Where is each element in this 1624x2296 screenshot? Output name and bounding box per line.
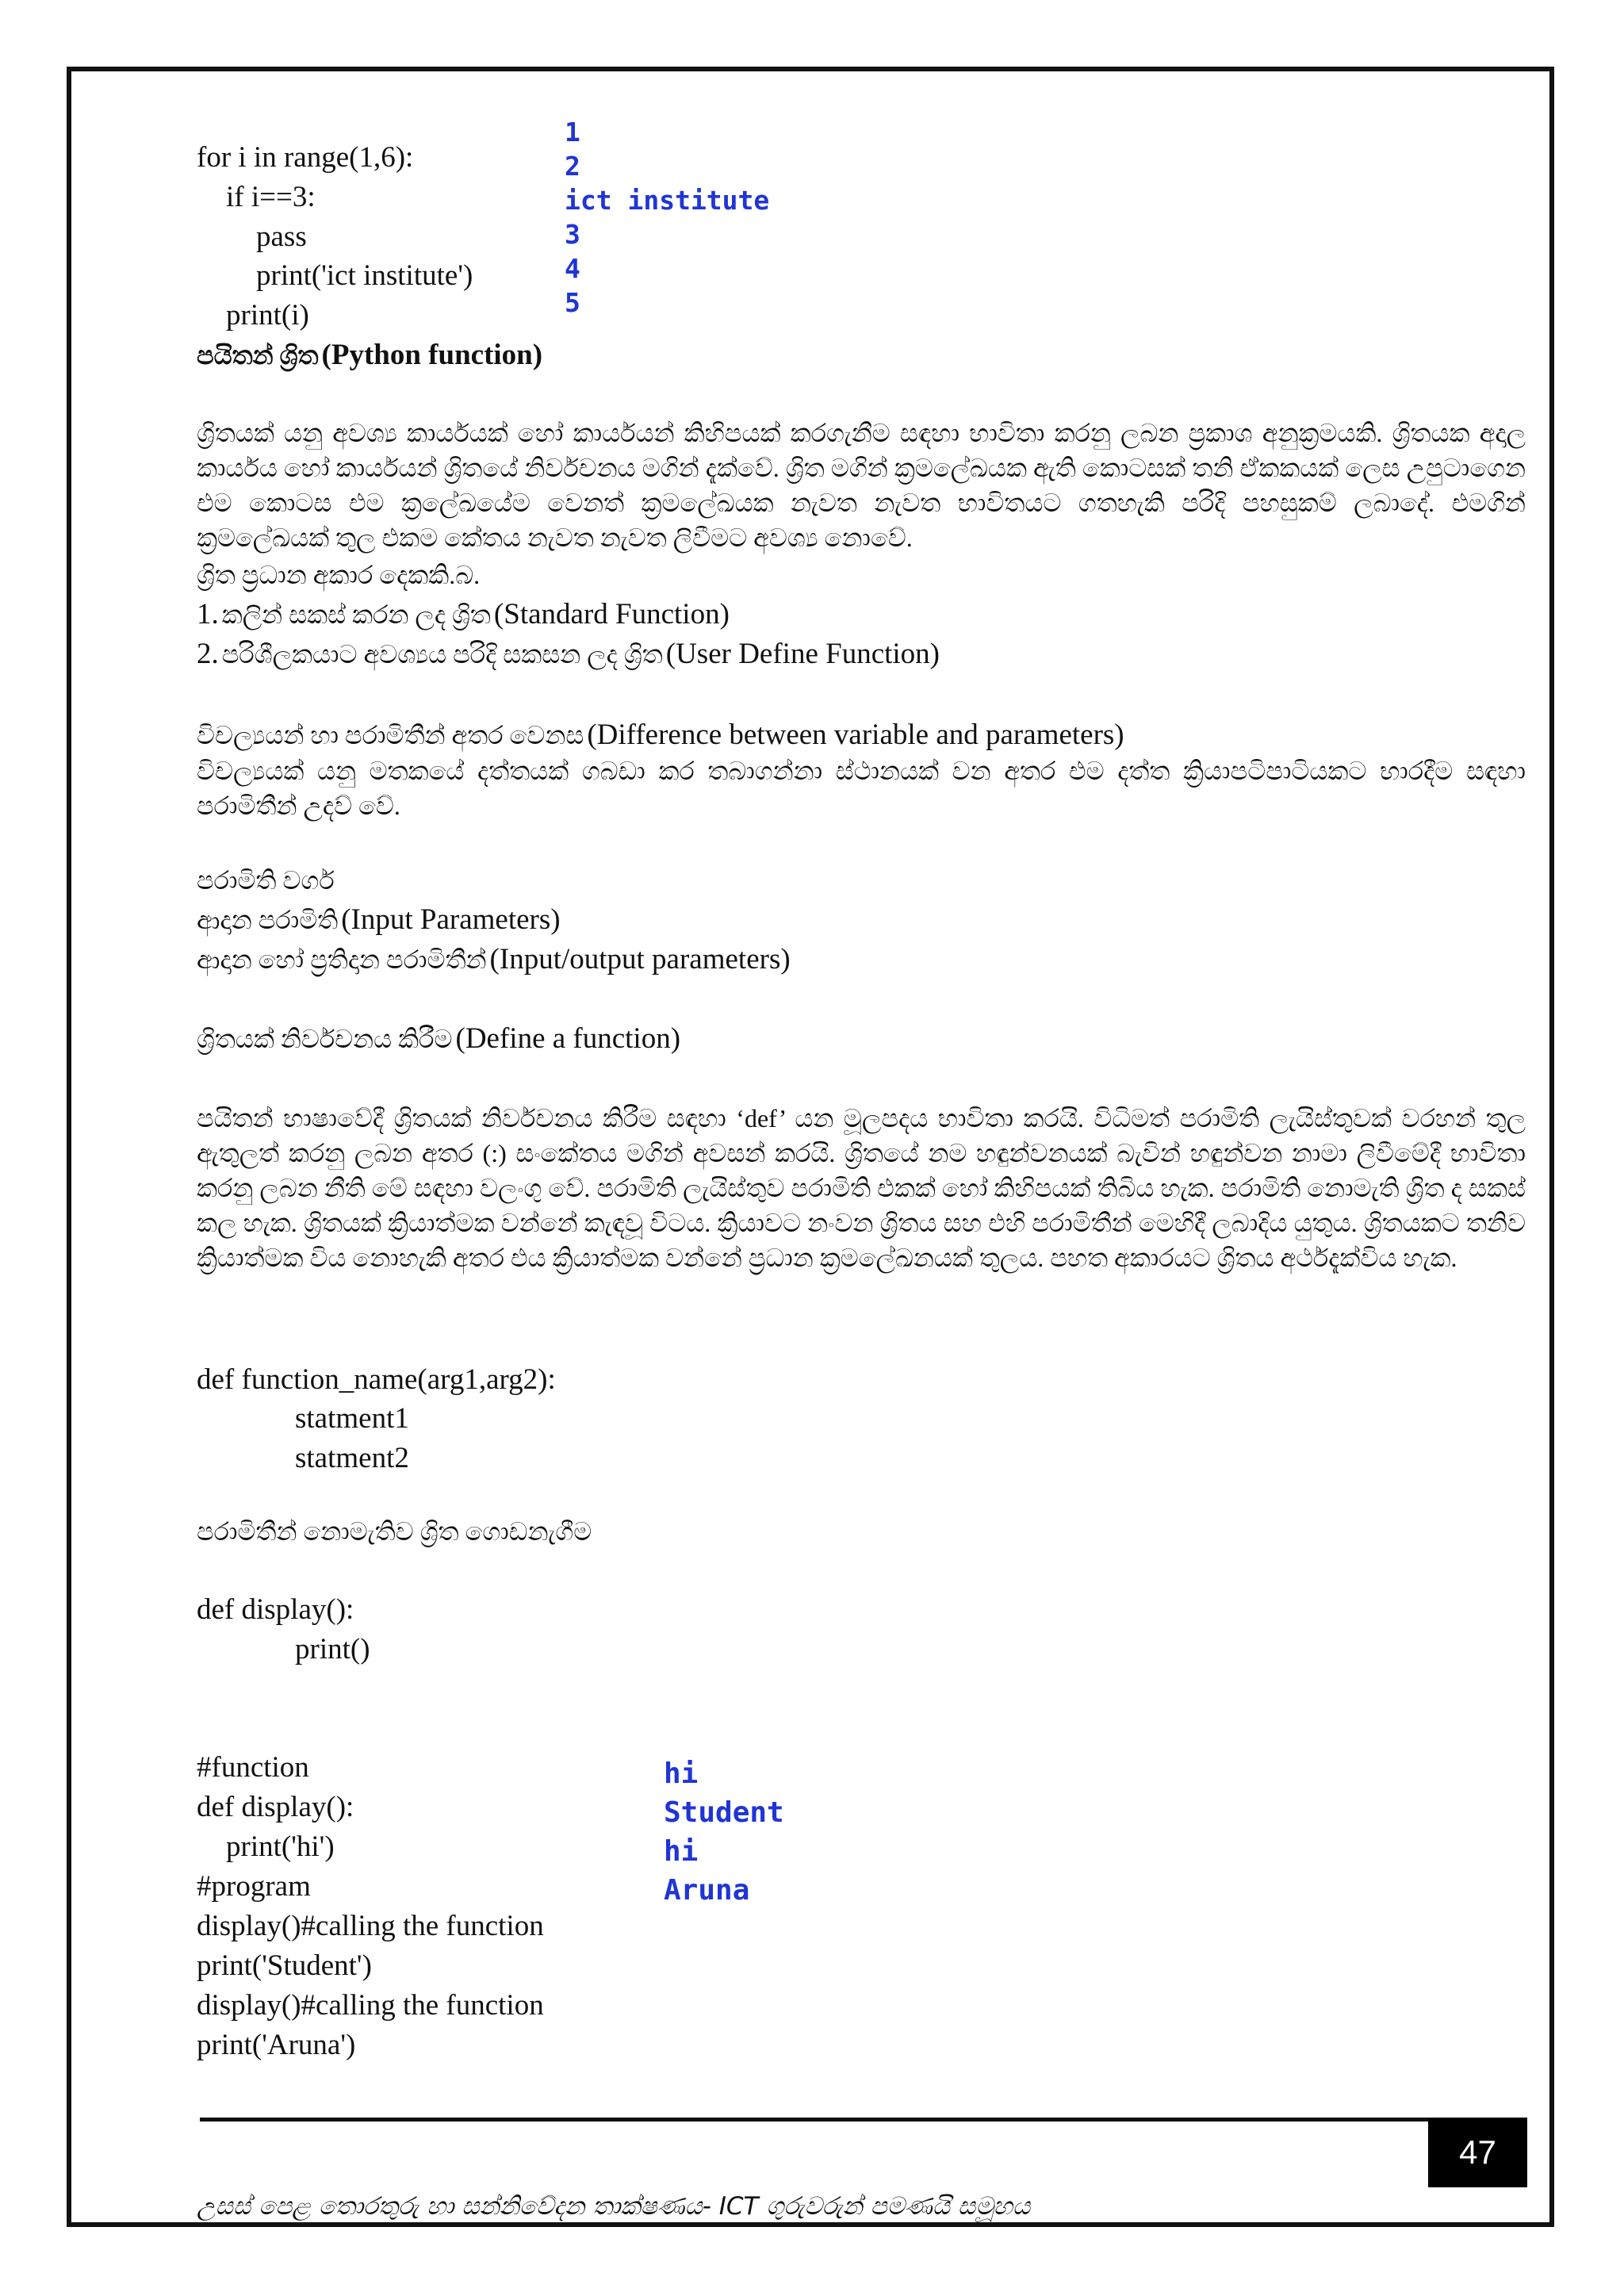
section-heading-difference: විචල්‍යයන් හා පරාමිතීන් අතර වෙනස (Difference between variable and parameters) [197, 719, 1124, 751]
code-line: print('Aruna') [197, 2029, 356, 2061]
section-heading-define: ශ්‍රිතයක් නිර්වචනය කිරීම (Define a function) [197, 1022, 681, 1055]
code-line: pass [256, 220, 307, 253]
page-number: 47 [1428, 2118, 1527, 2187]
code-line: print('ict institute') [256, 259, 473, 292]
code-line: print(i) [226, 299, 309, 332]
footer-text: උසස් පෙළ තොරතුරු හා සන්නිවේදන තාක්ෂණය- ICT ගුරුවරුන් පමණයි සමූහය [197, 2192, 1031, 2221]
heading-sinhala: පයිතන් ශ්‍රිත [197, 341, 319, 370]
code-line: def display(): [197, 1791, 354, 1823]
output-line: 5 [565, 287, 580, 318]
difference-paragraph: විචල්‍යයක් යනු මතකයේ දත්තයක් ගබඩා කර තබාගන්නා ස්ථානයක් වන අතර එම දත්ත ක්‍රියාපටිපාටියකට භාරදීම සඳහා පරාමිතීන් උදව් වේ. [197, 757, 1526, 820]
code-line: statment2 [295, 1442, 409, 1474]
output-line: hi [664, 1757, 699, 1790]
output-line: Aruna [664, 1874, 750, 1907]
heading-english: (Python function) [321, 339, 543, 371]
output-line: 1 [565, 117, 580, 148]
code-line: def display(): [197, 1593, 354, 1626]
code-line: print('Student') [197, 1949, 372, 1982]
section-heading-no-param: පරාමිතීන් නොමැතිව ශ්‍රිත ගොඩනැගීම [197, 1517, 592, 1546]
output-line: hi [664, 1835, 699, 1868]
code-line: print('hi') [226, 1830, 335, 1863]
footer-rule [200, 2118, 1432, 2122]
output-line: ict institute [565, 185, 770, 216]
intro-paragraph: ශ්‍රිතයක් යනු අවශ්‍ය කාර්යයක් හෝ කාර්යයන් කිහිපයක් කරගැනීම සඳහා භාවිතා කරනු ලබන ප්‍රකාශ අනුක්‍රමයකි. ශ්‍රිතයක අදාල කාර්යය හෝ කාර්යයන් ශ්‍රිතයේ නිර්වචනය මගින් දැක්වේ. ශ්‍රිත මගින් ක්‍රමලේඛයක ඇති කොටසක් තනි ඒකකයක් ලෙස උපුටාගෙන එම කොටස එම ක්‍රලේඛයේම වෙනත් ක්‍රමලේඛයක නැවත නැවත භාවිතයට ගතහැකි පරිදි පහසුකම් ලබාදේ. එමගින් ක්‍රමලේඛයක් තුල එකම කේතය නැවත නැවත ලිවීමට අවශ්‍ය නොවේ. [197, 419, 1526, 552]
code-line: display()#calling the function [197, 1910, 544, 1942]
code-line: display()#calling the function [197, 1989, 544, 2022]
list-item: 1. කලින් සකස් කරන ලද ශ්‍රිත (Standard Function) [197, 598, 730, 631]
code-line: #program [197, 1870, 311, 1903]
code-line: if i==3: [226, 181, 316, 213]
param-types-heading: පරාමිති වර්ග [197, 866, 335, 895]
types-intro: ශ්‍රිත ප්‍රධාන අකාර දෙකකි.බ. [197, 561, 481, 589]
output-line: 3 [565, 219, 580, 250]
code-line: for i in range(1,6): [197, 141, 414, 174]
section-heading-python-function [197, 335, 542, 375]
output-line: Student [664, 1796, 784, 1829]
list-item: ආදාන පරාමිති (Input Parameters) [197, 903, 561, 936]
code-line: def function_name(arg1,arg2): [197, 1363, 556, 1396]
define-paragraph: පයිතන් භාෂාවේදී ශ්‍රිතයක් නිර්වචනය කිරීම සඳහා ‘def’ යන මූලපදය භාවිතා කරයි. විධිමත් පරාමිති ලැයිස්තුවක් වරහන් තුල ඇතුලත් කරනු ලබන අතර (:) සංකේතය මගින් අවසන් කරයි. ශ්‍රිතයේ නම හඳුන්වනයක් බැවින් හඳුන්වන නාමා ලිවීමේදී භාවිතා කරනු ලබන නීති මේ සඳහා වලංගු වේ. පරාමිති ලැයිස්තුව පරාමිති එකක් හෝ කිහිපයක් තිබිය හැක. පරාමිති නොමැති ශ්‍රිත ද සකස් කල හැක. ශ්‍රිතයක් ක්‍රියාත්මක වන්නේ කැඳවූ විටය. ක්‍රියාවට නංවන ශ්‍රිතය සහ එහි පරාමිතීන් මෙහිදී ලබාදිය යුතුය. ශ්‍රිතයකට තනිව ක්‍රියාත්මක විය නොහැකි අතර එය ක්‍රියාත්මක වන්නේ ප්‍රධාන ක්‍රමලේඛනයක් තුලය. පහත අකාරයට ශ්‍රිතය අර්ථදැක්විය හැක. [197, 1104, 1526, 1272]
code-line: statment1 [295, 1402, 409, 1435]
code-line: #function [197, 1751, 309, 1784]
list-item: 2. පරිශීලකයාට අවශ්‍යය පරිදි සකසන ලද ශ්‍රිත (User Define Function) [197, 638, 940, 670]
list-item: ආදාන හෝ ප්‍රතිදාන පරාමිතීන් (Input/output parameters) [197, 943, 791, 976]
output-line: 4 [565, 253, 580, 284]
output-line: 2 [565, 151, 580, 182]
code-line: print() [295, 1633, 370, 1665]
